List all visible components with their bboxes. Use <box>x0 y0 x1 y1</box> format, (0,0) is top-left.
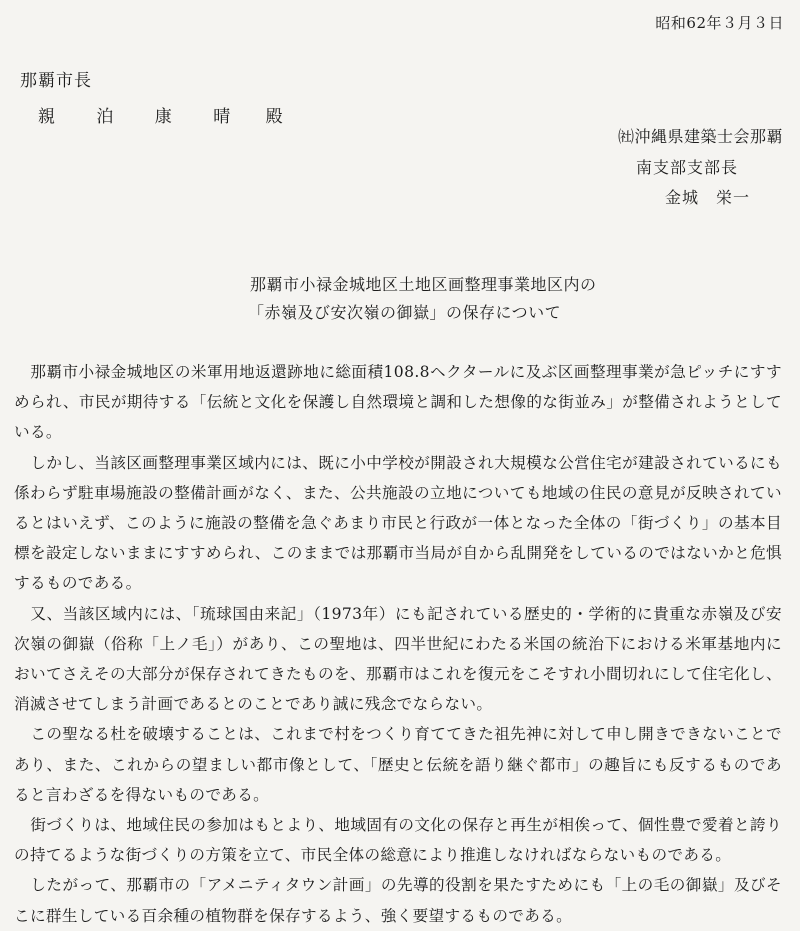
recipient-name: 親 泊 康 晴 <box>38 107 249 127</box>
recipient-title: 那覇市長 <box>20 71 92 91</box>
body-paragraph-4: この聖なる杜を破壊することは、これまで村をつくり育ててきた祖先神に対して申し開きできないことであり、また、これからの望ましい都市像として、「歴史と伝統を語り継ぐ都市」の趣旨にも反するものであると言わざるを得ないものである。 <box>14 725 782 804</box>
subject-line-2: 「赤嶺及び安次嶺の御嶽」の保存について <box>248 303 562 322</box>
letter-body <box>14 357 782 931</box>
subject-line-1: 那覇市小禄金城地区土地区画整理事業地区内の <box>250 275 597 294</box>
recipient-honorific: 殿 <box>265 107 283 127</box>
body-paragraph-2: しかし、当該区画整理事業区域内には、既に小中学校が開設され大規模な公営住宅が建設されているにも係わらず駐車場施設の整備計画がなく、また、公共施設の立地についても地域の住民の意見が反映されているとはいえず、このように施設の整備を急ぐあまり市民と行政が一体となった全体の「街づくり」の基本目標を設定しないままにすすめられ、このままでは那覇市当局が自から乱開発をしているのではないかと危惧するものである。 <box>14 453 782 593</box>
body-paragraph-1: 那覇市小禄金城地区の米軍用地返還跡地に総面積108.8ヘクタールに及ぶ区画整理事業が急ピッチにすすめられ、市民が期待する「伝統と文化を保護し自然環境と調和した想像的な街並み」が整備されようとしている。 <box>14 363 782 442</box>
body-paragraph-5: 街づくりは、地域住民の参加はもとより、地域固有の文化の保存と再生が相俟って、個性豊で愛着と誇りの持てるような街づくりの方策を立て、市民全体の総意により推進しなければならないものである。 <box>14 816 782 865</box>
sender-branch: 南支部支部長 <box>636 158 739 177</box>
body-paragraph-3: 又、当該区域内には、「琉球国由来記」（1973年）にも記されている歴史的・学術的に貴重な赤嶺及び安次嶺の御嶽（俗称「上ノ毛」）があり、この聖地は、四半世紀にわたる米国の統治下における米軍基地内においてさえその大部分が保存されてきたものを、那覇市はこれを復元をこそすれ小間切れにして住宅化し、消滅させてしまう計画であるとのことであり誠に残念でならない。 <box>14 604 782 714</box>
body-paragraph-6: したがって、那覇市の「アメニティタウン計画」の先導的役割を果たすためにも「上の毛の御嶽」及びそこに群生している百余種の植物群を保存するよう、強く要望するものである。 <box>14 876 782 925</box>
sender-organization: ㈳沖縄県建築士会那覇 <box>618 127 784 146</box>
recipient-name-line <box>38 102 283 127</box>
sender-name: 金城 栄一 <box>665 188 751 207</box>
letter-date: 昭和62年３月３日 <box>655 14 784 32</box>
